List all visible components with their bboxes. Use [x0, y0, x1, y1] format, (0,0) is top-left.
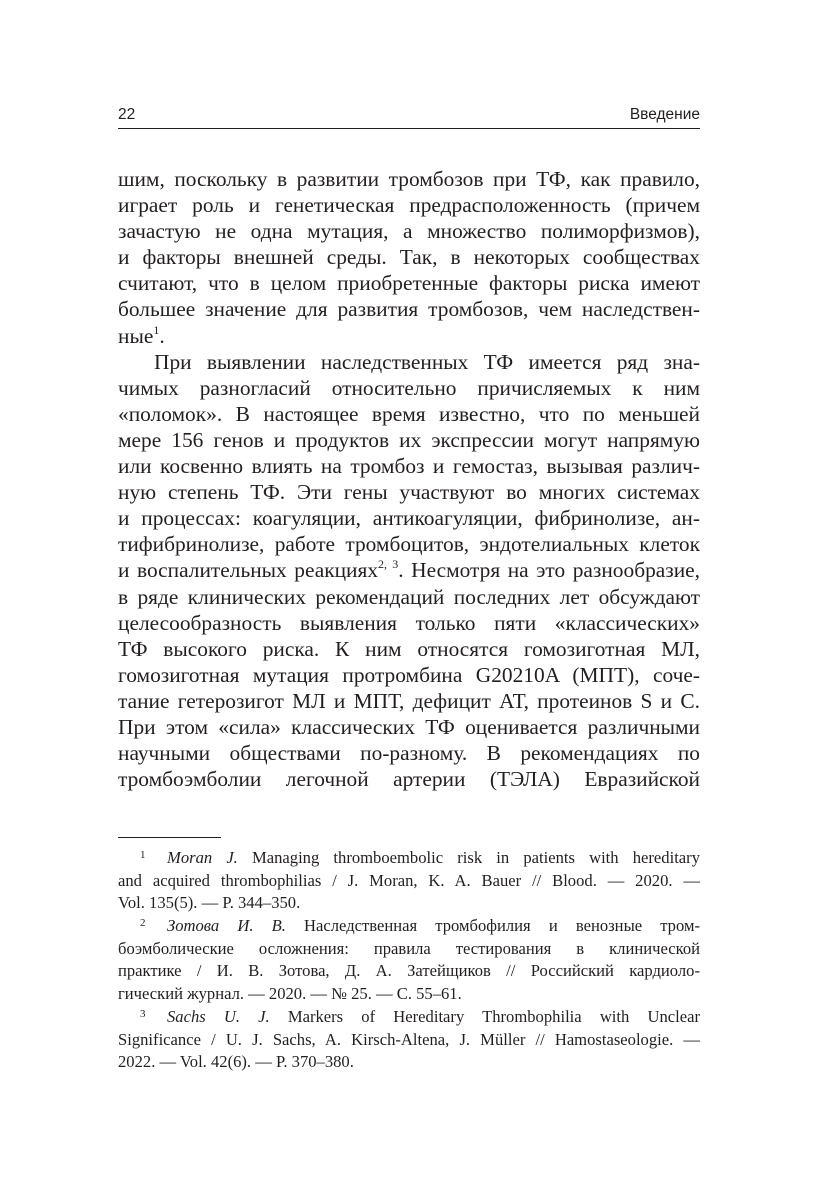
footnote-line: Significance / U. J. Sachs, A. Kirsch-Altena, J. Müller // Hamostaseologie. —	[118, 1029, 700, 1049]
text-line: мере 156 генов и продуктов их экспрессии могут напрямую	[118, 427, 700, 452]
footnotes	[118, 847, 700, 1074]
text-line: играет роль и генетическая предрасположенность (причем	[118, 193, 700, 218]
text-fragment: и воспалительных реакциях	[118, 558, 379, 583]
text-line: тание гетерозигот МЛ и МПТ, дефицит АТ, протеинов S и C.	[118, 688, 700, 713]
paragraph-first-line: При выявлении наследственных ТФ имеется ряд зна-	[154, 349, 700, 374]
text-fragment: . Несмотря на это разнообразие,	[398, 558, 701, 583]
text-line: При этом «сила» классических ТФ оценивается различными	[118, 714, 700, 739]
text-line: чимых разногласий относительно причисляемых к ним	[118, 375, 700, 400]
text-line: ные$^1$.	[118, 322, 165, 348]
footnote-line: Vol. 135(5). — P. 344–350.	[118, 893, 301, 913]
footnote-text: Наследственная тромбофилия и венозные тром-	[285, 916, 700, 936]
footnote-line: боэмболические осложнения: правила тестирования в клинической	[118, 938, 700, 958]
text-line	[118, 557, 700, 583]
footnote-author: Sachs U. J.	[167, 1006, 270, 1026]
text-line: и факторы внешней среды. Так, в некоторых сообществах	[118, 245, 700, 270]
text-line: тромбоэмболии легочной артерии (ТЭЛА) Евразийской	[118, 767, 700, 792]
footnote-2: 2 Зотова И. В. Наследственная тромбофилия и венозные тром-	[140, 916, 700, 936]
footnote-rule	[118, 837, 221, 838]
text-line: тифибринолизе, работе тромбоцитов, эндотелиальных клеток	[118, 532, 700, 557]
text-line: научными обществами по-разному. В рекомендациях по	[118, 741, 700, 766]
text-line: и процессах: коагуляции, антикоагуляции, фибринолизе, ан-	[118, 506, 700, 531]
footnote-line: гический журнал. — 2020. — № 25. — С. 55–61.	[118, 984, 462, 1004]
text-line: «поломок». В настоящее время известно, что по меньшей	[118, 401, 700, 426]
text-line: в ряде клинических рекомендаций последних лет обсуждают	[118, 584, 700, 609]
footnote-text: Managing thromboembolic risk in patients with hereditary	[237, 848, 700, 867]
text-line: шим, поскольку в развитии тромбозов при ТФ, как правило,	[118, 167, 700, 191]
text-line: большее значение для развития тромбозов, чем наследствен-	[118, 297, 700, 322]
footnote-author: Moran J.	[167, 848, 238, 867]
page-number: 22	[118, 106, 136, 123]
text-line: целесообразность выявления только пяти «классических»	[118, 610, 700, 635]
footnote-ref-1: 1	[153, 322, 160, 337]
footnote-line: 2022. — Vol. 42(6). — P. 370–380.	[118, 1052, 354, 1072]
header-rule	[118, 128, 700, 129]
footnote-3: 3 Sachs U. J. Markers of Hereditary Thrombophilia with Unclear	[140, 1006, 700, 1026]
footnote-text: Markers of Hereditary Thrombophilia with Unclear	[269, 1006, 700, 1026]
text-line: зачастую не одна мутация, а множество полиморфизмов),	[118, 219, 700, 244]
running-header	[118, 104, 700, 126]
text-line: гомозиготная мутация протромбина G20210A (МПТ), соче-	[118, 662, 700, 687]
text-line: ную степень ТФ. Эти гены участвуют во многих системах	[118, 480, 700, 505]
text-fragment: ные	[118, 323, 154, 348]
footnote-author: Зотова И. В.	[167, 916, 286, 936]
footnote-line: and acquired thrombophilias / J. Moran, K. A. Bauer // Blood. — 2020. —	[118, 870, 700, 890]
footnote-ref-2-3: 2, 3	[378, 557, 399, 572]
footnote-1: 1 Moran J. Managing thromboembolic risk in patients with hereditary	[140, 848, 700, 867]
footnote-line: практике / И. В. Зотова, Д. А. Затейщиков // Российский кардиоло-	[118, 961, 700, 981]
text-line: или косвенно влиять на тромбоз и гемостаз, вызывая различ-	[118, 454, 700, 479]
main-text	[118, 166, 700, 792]
text-line: ТФ высокого риска. К ним относятся гомозиготная МЛ,	[118, 636, 700, 661]
section-title: Введение	[629, 106, 700, 123]
text-line: считают, что в целом приобретенные факторы риска имеют	[118, 271, 700, 296]
